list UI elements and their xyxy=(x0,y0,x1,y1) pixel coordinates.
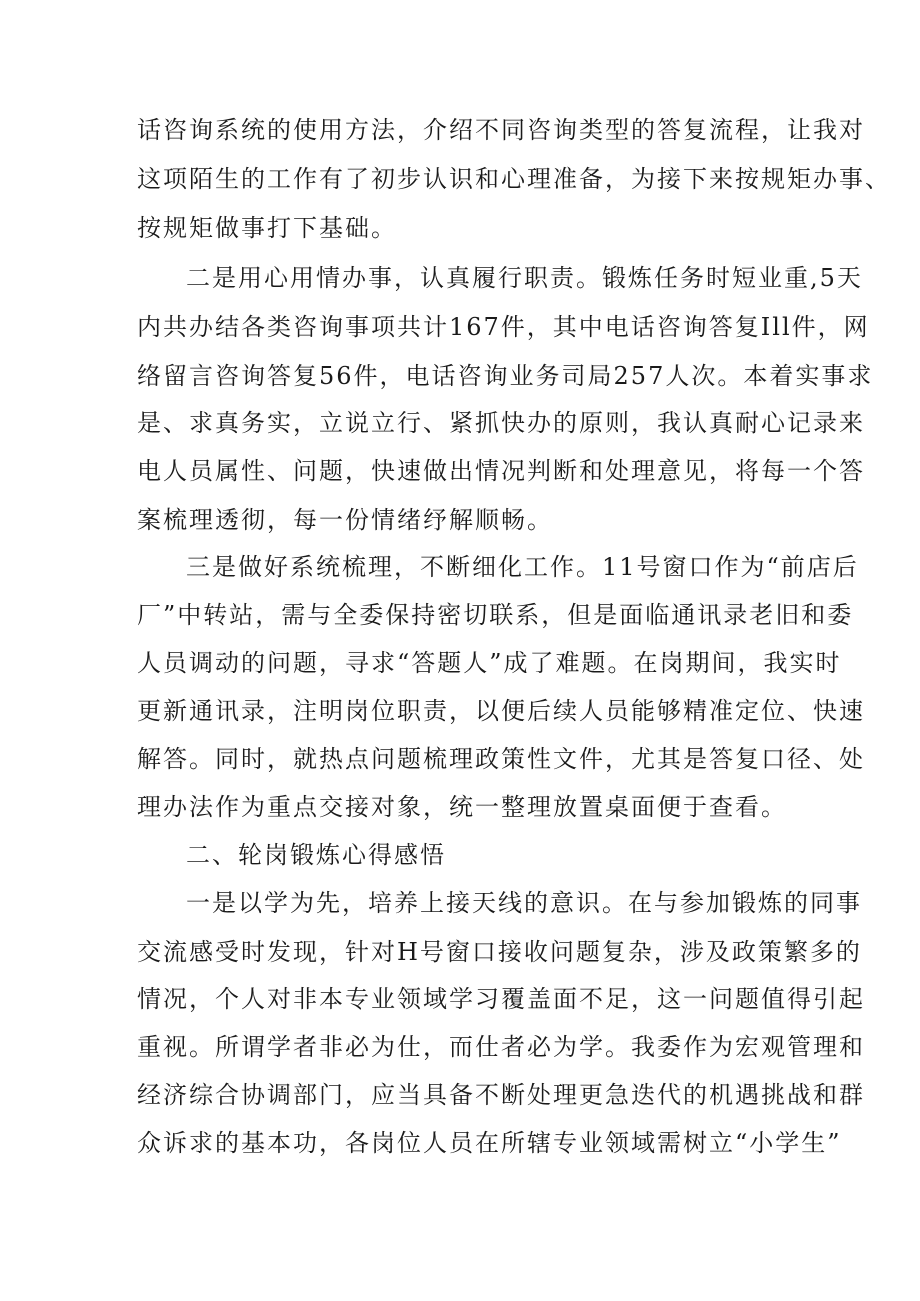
body-text-line: 这项陌生的工作有了初步认识和心理准备，为接下来按规矩办事、 xyxy=(137,165,891,193)
paragraph-first-line: 一是以学为先，培养上接天线的意识。在与参加锻炼的同事 xyxy=(186,889,862,917)
body-text-line: 电人员属性、问题，快速做出情况判断和处理意见，将每一个答 xyxy=(137,457,865,485)
body-text-line: 案梳理透彻，每一份情绪纾解顺畅。 xyxy=(137,506,553,534)
body-text-line: 内共办结各类咨询事项共计167件，其中电话咨询答复Ill件，网 xyxy=(137,313,870,341)
body-text-line: 是、求真务实，立说立行、紧抓快办的原则，我认真耐心记录来 xyxy=(137,409,865,437)
paragraph-first-line: 二是用心用情办事，认真履行职责。锻炼任务时短业重,5天 xyxy=(186,264,863,292)
body-text-line: 更新通讯录，注明岗位职责，以便后续人员能够精准定位、快速 xyxy=(137,697,865,725)
body-text-line: 络留言咨询答复56件，电话咨询业务司局257人次。本着实事求 xyxy=(137,362,874,390)
body-text-line: 经济综合协调部门，应当具备不断处理更急迭代的机遇挑战和群 xyxy=(137,1081,865,1109)
body-text-line: 重视。所谓学者非必为仕，而仕者必为学。我委作为宏观管理和 xyxy=(137,1033,865,1061)
body-text-line: 理办法作为重点交接对象，统一整理放置桌面便于查看。 xyxy=(137,793,787,821)
body-text-line: 人员调动的问题，寻求“答题人”成了难题。在岗期间，我实时 xyxy=(137,649,842,677)
body-text-line: 解答。同时，就热点问题梳理政策性文件，尤其是答复口径、处 xyxy=(137,745,865,773)
body-text-line: 情况，个人对非本专业领域学习覆盖面不足，这一问题值得引起 xyxy=(137,985,865,1013)
body-text-line: 众诉求的基本功，各岗位人员在所辖专业领域需树立“小学生” xyxy=(137,1129,842,1157)
body-text-line: 按规矩做事打下基础。 xyxy=(137,214,397,242)
body-text-line: 话咨询系统的使用方法，介绍不同咨询类型的答复流程，让我对 xyxy=(137,116,865,144)
body-text-line: 交流感受时发现，针对H号窗口接收问题复杂，涉及政策繁多的 xyxy=(137,938,862,966)
paragraph-first-line: 三是做好系统梳理，不断细化工作。11号窗口作为“前店后 xyxy=(186,553,859,581)
body-text-line: 厂”中转站，需与全委保持密切联系，但是面临通讯录老旧和委 xyxy=(137,601,854,629)
section-heading: 二、轮岗锻炼心得感悟 xyxy=(186,841,446,869)
